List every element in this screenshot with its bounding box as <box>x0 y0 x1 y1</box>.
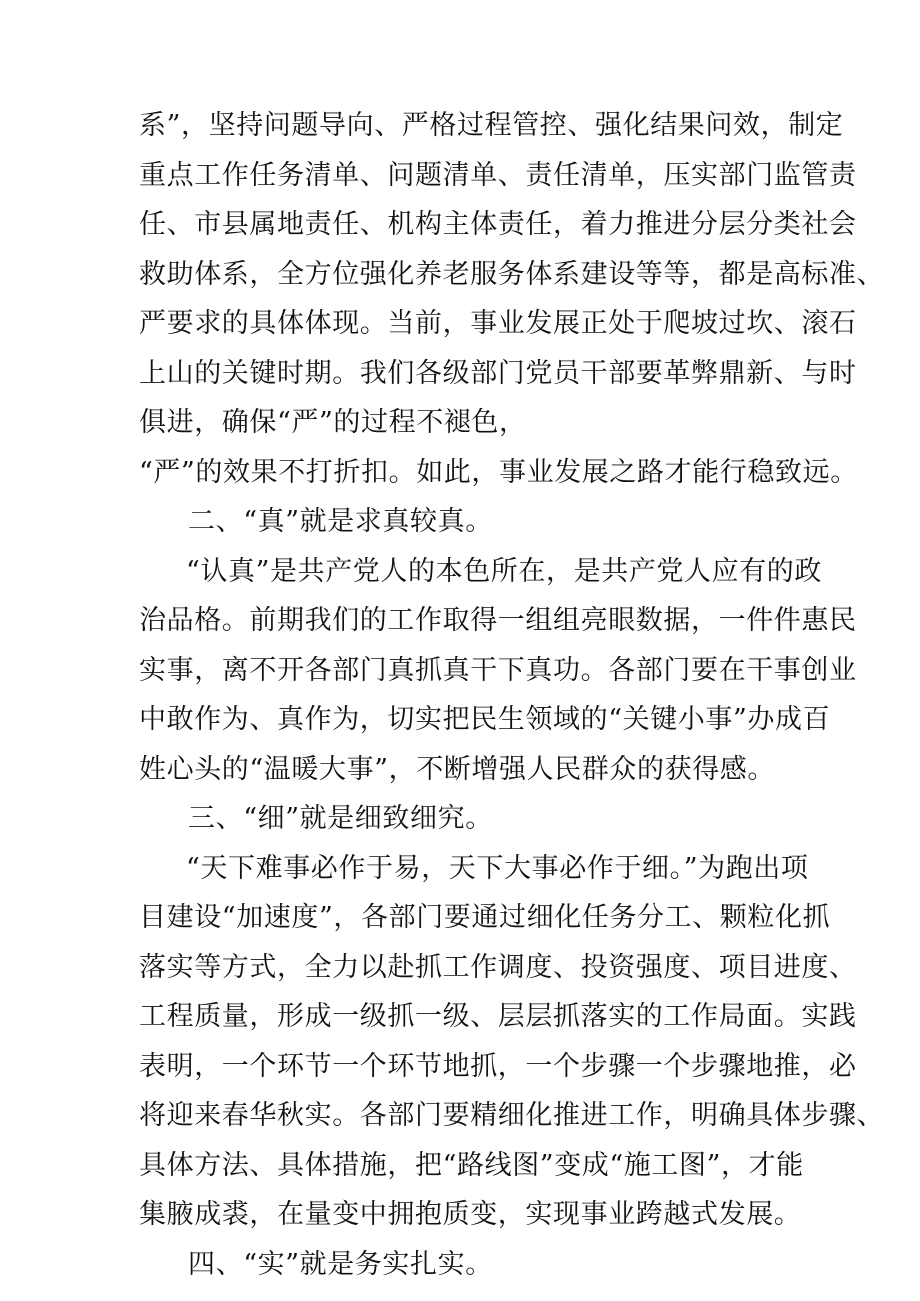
body-text-line: 目建设“加速度”，各部门要通过细化任务分工、颗粒化抓 <box>139 902 831 933</box>
body-text-line: 系”，坚持问题导向、严格过程管控、强化结果问效，制定 <box>139 110 844 141</box>
body-text-line: 具体方法、具体措施，把“路线图”变成“施工图”，才能 <box>139 1149 804 1181</box>
body-text-line: 救助体系，全方位强化养老服务体系建设等等，都是高标准、 <box>139 258 885 290</box>
body-text-line: 姓心头的“温暖大事”，不断增强人民群众的获得感。 <box>139 753 776 785</box>
paragraph-first-line: “认真”是共产党人的本色所在，是共产党人应有的政 <box>186 555 823 587</box>
body-text-line: 工程质量，形成一级抓一级、层层抓落实的工作局面。实践 <box>139 1001 857 1032</box>
body-text-line: 中敢作为、真作为，切实把民生领域的“关键小事”办成百 <box>139 704 831 735</box>
body-text-line: 任、市县属地责任、机构主体责任，着力推进分层分类社会 <box>139 209 857 240</box>
body-text-line: 上山的关键时期。我们各级部门党员干部要革弊鼎新、与时 <box>139 357 857 389</box>
body-text-line: 重点工作任务清单、问题清单、责任清单，压实部门监管责 <box>139 159 857 191</box>
section-heading-2: 二、“真”就是求真较真。 <box>188 506 493 537</box>
body-text-line: 严要求的具体体现。当前，事业发展正处于爬坡过坎、滚石 <box>139 308 857 339</box>
section-heading-4: 四、“实”就是务实扎实。 <box>188 1248 493 1280</box>
body-text-line: 表明，一个环节一个环节地抓，一个步骤一个步骤地推，必 <box>139 1050 857 1082</box>
body-text-line: 将迎来春华秋实。各部门要精细化推进工作，明确具体步骤、 <box>139 1100 885 1131</box>
body-text-line: 俱进，确保“严”的过程不褪色， <box>139 407 527 438</box>
body-text-line: 集腋成裘，在量变中拥抱质变，实现事业跨越式发展。 <box>139 1199 802 1230</box>
body-text-line: 治品格。前期我们的工作取得一组组亮眼数据，一件件惠民 <box>139 605 857 636</box>
section-heading-3: 三、“细”就是细致细究。 <box>188 803 493 834</box>
body-text-line: 实事，离不开各部门真抓真干下真功。各部门要在干事创业 <box>139 654 857 686</box>
paragraph-first-line: “天下难事必作于易，天下大事必作于细。”为跑出项 <box>186 852 809 884</box>
body-text-line: 落实等方式，全力以赴抓工作调度、投资强度、项目进度、 <box>139 951 857 983</box>
body-text-line: “严”的效果不打折扣。如此，事业发展之路才能行稳致远。 <box>139 456 858 488</box>
